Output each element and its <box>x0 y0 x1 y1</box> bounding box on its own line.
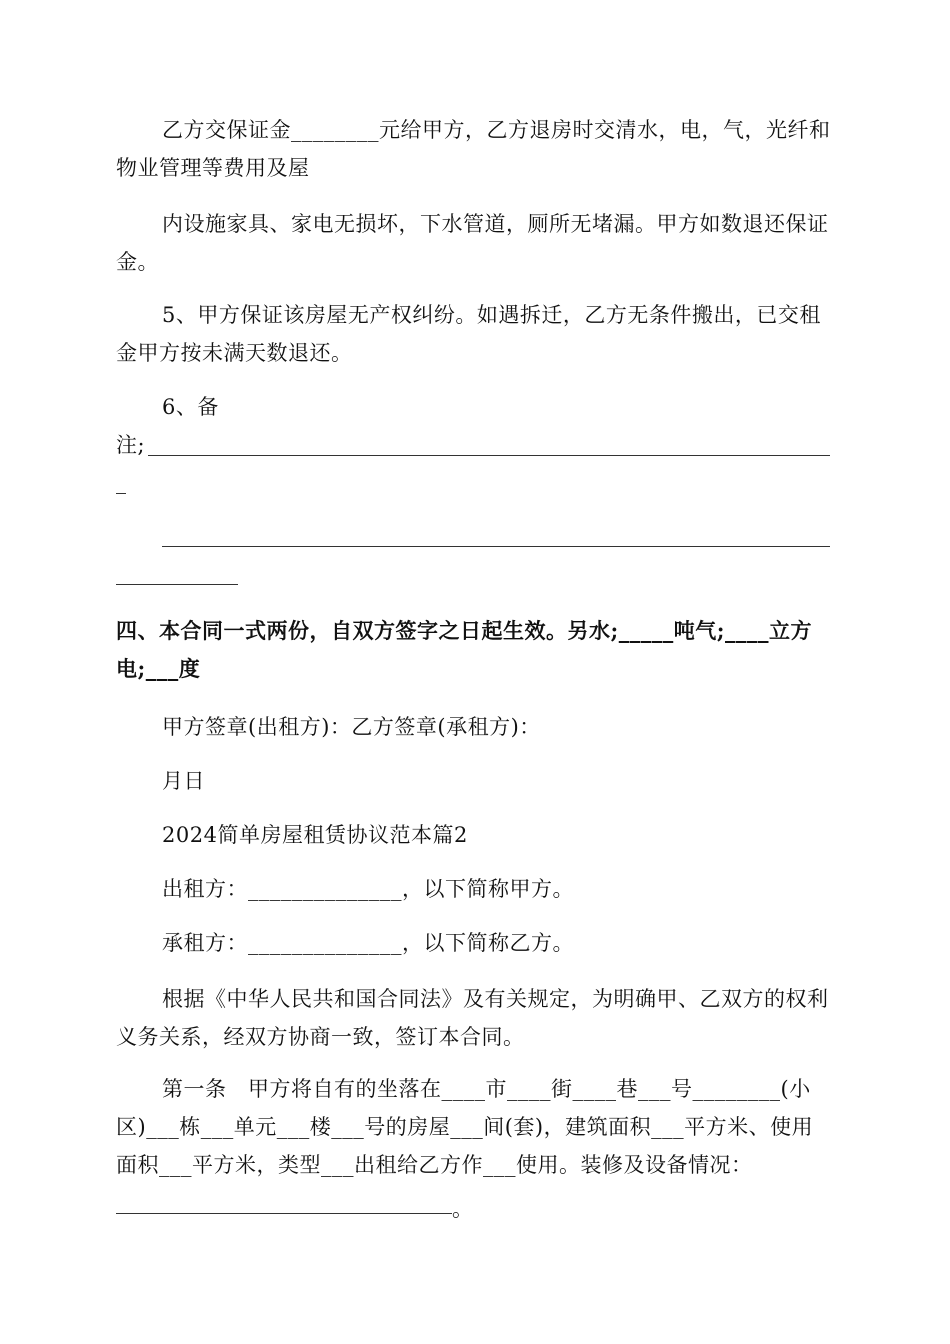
clause-6-label: 6、备 <box>162 395 219 419</box>
decoration-blank-line <box>116 1213 452 1214</box>
agreement-title: 2024简单房屋租赁协议范本篇2 <box>162 823 468 847</box>
preamble-paragraph: 根据《中华人民共和国合同法》及有关规定，为明确甲、乙双方的权利义务关系，经双方协商一致，签订本合同。 <box>116 987 829 1049</box>
article-1-end-mark: 。 <box>452 1197 474 1221</box>
signature-line: 甲方签章(出租方)：乙方签章(承租方)： <box>162 715 541 739</box>
facilities-paragraph: 内设施家具、家电无损坏，下水管道，厕所无堵漏。甲方如数退还保证金。 <box>116 212 829 274</box>
remarks-blank-line-4 <box>116 584 238 585</box>
lessee-line: 承租方：______________，以下简称乙方。 <box>162 931 574 955</box>
clause-5-paragraph: 5、甲方保证该房屋无产权纠纷。如遇拆迁，乙方无条件搬出，已交租金甲方按未满天数退还。 <box>116 303 821 365</box>
lessor-line: 出租方：______________，以下简称甲方。 <box>162 877 574 901</box>
deposit-paragraph: 乙方交保证金________元给甲方，乙方退房时交清水，电，气，光纤和物业管理等费用及屋 <box>116 118 831 180</box>
remarks-blank-line-2 <box>116 493 126 494</box>
section-4-heading: 四、本合同一式两份，自双方签字之日起生效。另水;_____吨气;____立方电;___度 <box>116 618 813 681</box>
article-1-paragraph: 第一条 甲方将自有的坐落在____市____街____巷___号________(小区)___栋___单元___楼___号的房屋___间(套)，建筑面积___平方米、使用面积___平方米，类型___出租给乙方作___使用。装修及设备情况： <box>116 1077 814 1177</box>
remarks-label: 注; <box>116 433 146 457</box>
date-line: 月日 <box>162 769 205 793</box>
remarks-blank-line-1 <box>148 455 830 456</box>
remarks-blank-line-3 <box>162 546 830 547</box>
